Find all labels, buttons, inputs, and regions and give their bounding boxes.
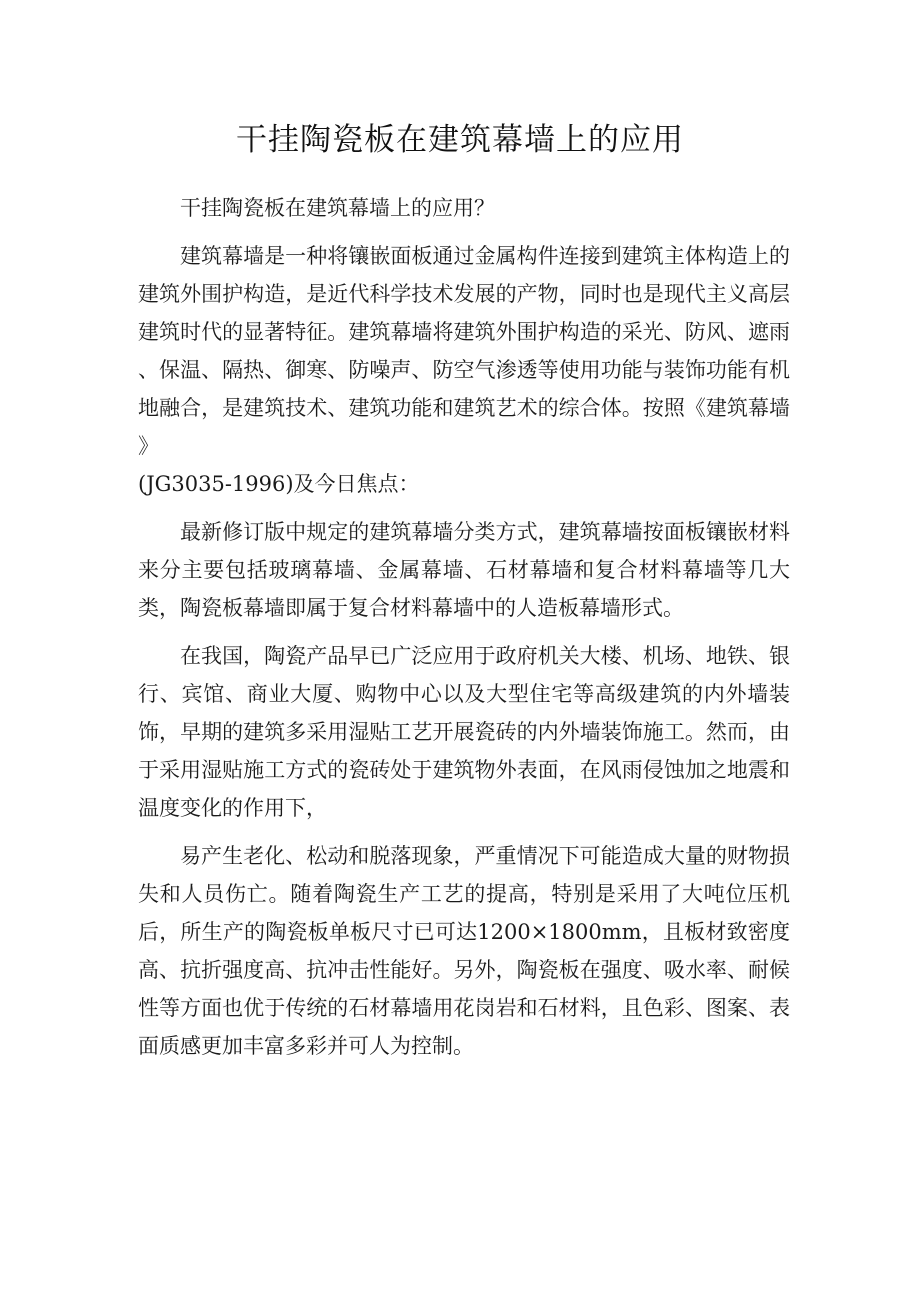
paragraph-curtain-wall-definition: 建筑幕墙是一种将镶嵌面板通过金属构件连接到建筑主体构造上的建筑外围护构造，是近代科学技术发展的产物，同时也是现代主义高层建筑时代的显著特征。建筑幕墙将建筑外围护构造的采光、防风、遮雨、保温、隔热、御寒、防噪声、防空气渗透等使用功能与装饰功能有机地融合，是建筑技术、建筑功能和建筑艺术的综合体。按照《建筑幕墙》 [138,244,790,458]
paragraph-ceramic-usage-china: 在我国，陶瓷产品早已广泛应用于政府机关大楼、机场、地铁、银行、宾馆、商业大厦、购物中心以及大型住宅等高级建筑的内外墙装饰，早期的建筑多采用湿贴工艺开展瓷砖的内外墙装饰施工。然而，由于采用湿贴施工方式的瓷砖处于建筑物外表面，在风雨侵蚀加之地震和温度变化的作用下， [138,644,790,820]
paragraph-classification: 最新修订版中规定的建筑幕墙分类方式，建筑幕墙按面板镶嵌材料来分主要包括玻璃幕墙、金属幕墙、石材幕墙和复合材料幕墙等几大类，陶瓷板幕墙即属于复合材料幕墙中的人造板幕墙形式。 [138,520,790,620]
document-title: 干挂陶瓷板在建筑幕墙上的应用 [236,122,684,158]
paragraph-ceramic-advantages: 易产生老化、松动和脱落现象，严重情况下可能造成大量的财物损失和人员伤亡。随着陶瓷生产工艺的提高，特别是采用了大吨位压机后，所生产的陶瓷板单板尺寸已可达1200×1800mm，且板材致密度高、抗折强度高、抗冲击性能好。另外，陶瓷板在强度、吸水率、耐候性等方面也优于传统的石材幕墙用花岗岩和石材料，且色彩、图案、表面质感更加丰富多彩并可人为控制。 [138,844,790,1058]
paragraph-gap [138,827,790,837]
document-body [138,189,790,1065]
paragraph-gap [138,503,790,513]
paragraph-gap [138,627,790,637]
document-subtitle: 干挂陶瓷板在建筑幕墙上的应用？ [180,196,495,220]
paragraph-standard-reference: (JG3035-1996)及今日焦点： [138,472,420,496]
